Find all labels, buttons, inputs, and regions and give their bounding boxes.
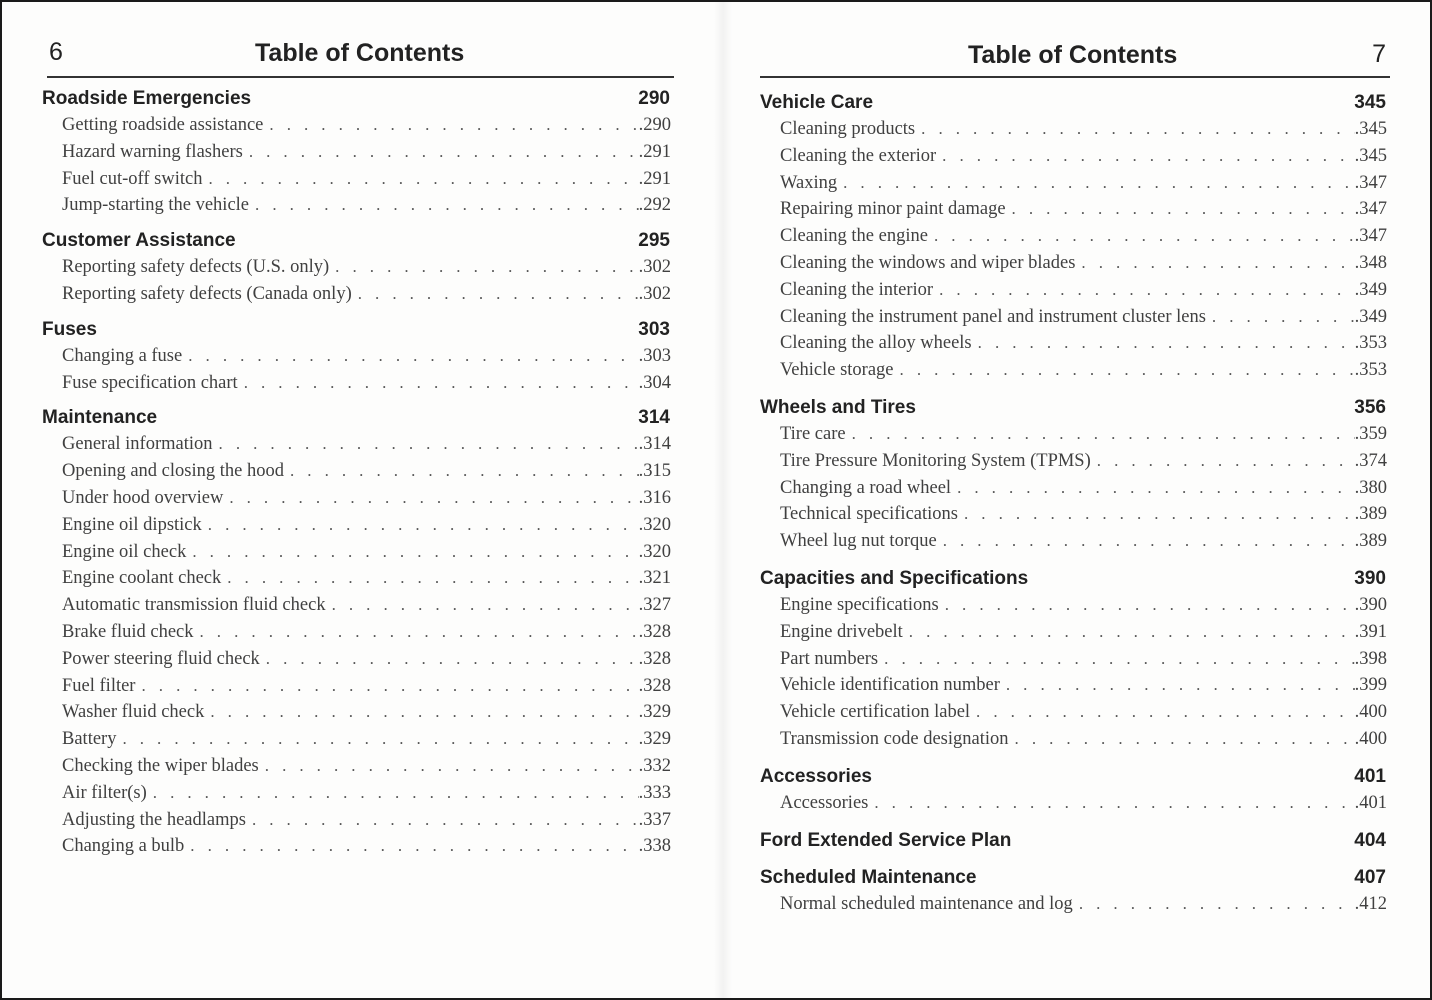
right-page: [760, 2, 1390, 998]
entry-label: Accessories: [780, 792, 869, 813]
dot-leader: [1006, 672, 1355, 699]
dot-leader: [141, 673, 638, 700]
toc-entry: [42, 807, 674, 834]
section-heading: [760, 90, 1390, 116]
entry-label: Fuel filter: [62, 675, 136, 696]
entry-page-number: .380: [1354, 477, 1387, 498]
entry-label: Tire Pressure Monitoring System (TPMS): [780, 450, 1091, 471]
toc-entry: [760, 619, 1390, 646]
entry-page-number: .359: [1354, 423, 1387, 444]
toc-section: [760, 566, 1390, 753]
dot-leader: [332, 592, 639, 619]
entry-page-number: .302: [638, 283, 671, 304]
dot-leader: [335, 254, 638, 281]
toc-entry: [760, 277, 1390, 304]
entry-label: Vehicle identification number: [780, 675, 1000, 696]
toc-entry: [760, 250, 1390, 277]
entry-page-number: .292: [638, 195, 671, 216]
dot-leader: [884, 646, 1354, 673]
dot-leader: [269, 112, 638, 139]
toc-entry: [760, 891, 1390, 918]
toc-entry: [760, 448, 1390, 475]
entry-label: Getting roadside assistance: [62, 115, 264, 135]
toc-entry: [42, 780, 674, 807]
toc-entry: [42, 592, 674, 619]
dot-leader: [219, 431, 639, 458]
right-toc: [760, 90, 1390, 917]
entry-label: Under hood overview: [62, 487, 224, 508]
toc-section: [760, 90, 1390, 384]
dot-leader: [192, 539, 638, 566]
toc-section: [760, 828, 1390, 854]
entry-label: Washer fluid check: [62, 702, 205, 723]
entry-label: Engine oil dipstick: [62, 514, 202, 535]
section-page-number: 407: [1354, 866, 1386, 888]
section-heading: [42, 86, 674, 112]
toc-entry: [42, 485, 674, 512]
dot-leader: [227, 565, 638, 592]
entry-page-number: .291: [638, 141, 671, 162]
entry-label: Cleaning the alloy wheels: [780, 333, 972, 354]
entry-page-number: .328: [638, 621, 671, 642]
toc-section: [760, 764, 1390, 817]
entry-page-number: .316: [638, 487, 671, 508]
dot-leader: [290, 458, 639, 485]
toc-entry: [42, 646, 674, 673]
toc-entry: [760, 357, 1390, 384]
entry-page-number: .391: [1354, 621, 1387, 642]
dot-leader: [249, 139, 639, 166]
entry-label: Changing a road wheel: [780, 477, 952, 498]
dot-leader: [255, 192, 639, 219]
toc-section: [760, 395, 1390, 555]
section-title: Ford Extended Service Plan: [760, 829, 1012, 851]
section-title: Capacities and Specifications: [760, 567, 1029, 589]
right-page-number: 7: [1372, 40, 1386, 68]
entry-page-number: .348: [1354, 252, 1387, 273]
left-page-number: 6: [49, 38, 63, 66]
entry-label: Power steering fluid check: [62, 648, 260, 669]
dot-leader: [909, 619, 1355, 646]
entry-label: Changing a bulb: [62, 836, 185, 857]
section-title: Fuses: [42, 318, 97, 340]
dot-leader: [976, 699, 1355, 726]
toc-entry: [42, 458, 674, 485]
toc-entry: [42, 431, 674, 458]
toc-entry: [760, 646, 1390, 673]
toc-entry: [760, 223, 1390, 250]
dot-leader: [122, 726, 638, 753]
entry-label: Technical specifications: [780, 504, 958, 525]
toc-entry: [42, 726, 674, 753]
toc-entry: [760, 116, 1390, 143]
entry-page-number: .320: [638, 514, 671, 535]
toc-entry: [42, 699, 674, 726]
section-title: Customer Assistance: [42, 230, 236, 252]
entry-page-number: .327: [638, 595, 671, 616]
dot-leader: [852, 421, 1355, 448]
entry-label: Engine drivebelt: [780, 621, 903, 642]
entry-label: Engine specifications: [780, 594, 939, 615]
entry-label: Battery: [62, 729, 117, 750]
entry-page-number: .333: [638, 782, 671, 803]
entry-page-number: .290: [638, 115, 671, 135]
entry-page-number: .315: [638, 461, 671, 482]
entry-page-number: .302: [638, 257, 671, 278]
entry-label: Jump-starting the vehicle: [62, 195, 250, 216]
entry-label: Fuel cut-off switch: [62, 168, 203, 189]
entry-page-number: .400: [1354, 728, 1387, 749]
dot-leader: [153, 780, 639, 807]
entry-page-number: .338: [638, 836, 671, 857]
toc-entry: [760, 330, 1390, 357]
toc-section: [42, 228, 674, 308]
dot-leader: [208, 512, 639, 539]
entry-page-number: .347: [1354, 226, 1387, 247]
dot-leader: [957, 475, 1355, 502]
entry-page-number: .349: [1354, 306, 1387, 327]
entry-page-number: .345: [1354, 119, 1387, 139]
toc-entry: [42, 753, 674, 780]
toc-entry: [760, 143, 1390, 170]
toc-entry: [760, 421, 1390, 448]
section-title: Maintenance: [42, 407, 158, 429]
entry-label: Cleaning products: [780, 119, 916, 139]
entry-page-number: .328: [638, 675, 671, 696]
entry-page-number: .321: [638, 568, 671, 589]
section-title: Vehicle Care: [760, 92, 874, 113]
dot-leader: [978, 330, 1355, 357]
entry-label: Tire care: [780, 423, 846, 444]
section-heading: [760, 395, 1390, 421]
entry-page-number: .400: [1354, 702, 1387, 723]
dot-leader: [939, 277, 1355, 304]
entry-label: Cleaning the interior: [780, 279, 934, 300]
dot-leader: [964, 501, 1355, 528]
toc-entry: [42, 833, 674, 860]
left-page-header: [47, 2, 674, 78]
entry-page-number: .353: [1354, 333, 1387, 354]
dot-leader: [921, 116, 1354, 143]
entry-page-number: .329: [638, 729, 671, 750]
toc-entry: [42, 673, 674, 700]
left-toc: [42, 86, 674, 860]
toc-entry: [760, 699, 1390, 726]
dot-leader: [1012, 196, 1355, 223]
dot-leader: [1015, 726, 1355, 753]
entry-page-number: .314: [638, 434, 671, 455]
toc-entry: [42, 254, 674, 281]
dot-leader: [200, 619, 639, 646]
page-gutter: [714, 2, 732, 998]
section-heading: [760, 865, 1390, 891]
section-page-number: 356: [1354, 396, 1386, 418]
dot-leader: [900, 357, 1355, 384]
entry-label: Wheel lug nut torque: [780, 531, 937, 552]
toc-entry: [42, 192, 674, 219]
toc-entry: [760, 501, 1390, 528]
section-page-number: 290: [638, 88, 670, 109]
entry-page-number: .389: [1354, 504, 1387, 525]
entry-label: General information: [62, 434, 213, 455]
dot-leader: [229, 485, 638, 512]
entry-page-number: .303: [638, 345, 671, 366]
dot-leader: [188, 343, 638, 370]
entry-page-number: .374: [1354, 450, 1387, 471]
section-page-number: 401: [1354, 765, 1386, 787]
toc-entry: [42, 343, 674, 370]
dot-leader: [190, 833, 638, 860]
toc-entry: [42, 112, 674, 139]
dot-leader: [1097, 448, 1355, 475]
dot-leader: [210, 699, 638, 726]
toc-entry: [42, 139, 674, 166]
entry-label: Checking the wiper blades: [62, 755, 259, 776]
toc-entry: [760, 528, 1390, 555]
section-heading: [42, 405, 674, 431]
entry-label: Vehicle storage: [780, 360, 894, 381]
entry-label: Adjusting the headlamps: [62, 809, 246, 830]
section-page-number: 295: [638, 230, 670, 252]
toc-section: [42, 405, 674, 860]
toc-entry: [760, 672, 1390, 699]
dot-leader: [934, 223, 1355, 250]
section-title: Scheduled Maintenance: [760, 866, 977, 888]
entry-page-number: .412: [1354, 893, 1387, 914]
entry-label: Waxing: [780, 172, 838, 193]
entry-page-number: .332: [638, 755, 671, 776]
section-page-number: 404: [1354, 829, 1386, 851]
entry-label: Opening and closing the hood: [62, 461, 284, 482]
dot-leader: [945, 592, 1355, 619]
entry-page-number: .389: [1354, 531, 1387, 552]
toc-section: [42, 86, 674, 219]
entry-label: Air filter(s): [62, 782, 147, 803]
entry-label: Vehicle certification label: [780, 702, 971, 723]
dot-leader: [1081, 250, 1354, 277]
entry-page-number: .347: [1354, 172, 1387, 193]
left-page-title: Table of Contents: [255, 39, 465, 67]
entry-label: Fuse specification chart: [62, 372, 238, 393]
entry-label: Repairing minor paint damage: [780, 199, 1006, 220]
section-heading: [760, 566, 1390, 592]
entry-label: Normal scheduled maintenance and log: [780, 893, 1073, 914]
dot-leader: [843, 170, 1355, 197]
toc-entry: [760, 790, 1390, 817]
dot-leader: [265, 753, 639, 780]
dot-leader: [266, 646, 639, 673]
entry-page-number: .328: [638, 648, 671, 669]
dot-leader: [874, 790, 1354, 817]
dot-leader: [942, 143, 1354, 170]
entry-label: Cleaning the instrument panel and instrument cluster lens: [780, 306, 1206, 327]
entry-label: Reporting safety defects (U.S. only): [62, 257, 330, 278]
toc-entry: [42, 539, 674, 566]
toc-entry: [760, 196, 1390, 223]
section-page-number: 314: [638, 407, 670, 429]
entry-label: Brake fluid check: [62, 621, 194, 642]
toc-entry: [42, 619, 674, 646]
entry-page-number: .337: [638, 809, 671, 830]
section-page-number: 345: [1354, 92, 1386, 113]
entry-label: Reporting safety defects (Canada only): [62, 283, 352, 304]
entry-page-number: .398: [1354, 648, 1387, 669]
entry-page-number: .347: [1354, 199, 1387, 220]
section-heading: [42, 228, 674, 254]
section-heading: [760, 764, 1390, 790]
section-title: Accessories: [760, 765, 872, 787]
dot-leader: [358, 281, 639, 308]
toc-section: [760, 865, 1390, 918]
toc-entry: [760, 726, 1390, 753]
entry-page-number: .390: [1354, 594, 1387, 615]
toc-entry: [760, 592, 1390, 619]
entry-label: Changing a fuse: [62, 345, 183, 366]
entry-page-number: .401: [1354, 792, 1387, 813]
toc-entry: [760, 170, 1390, 197]
dot-leader: [1079, 891, 1355, 918]
entry-label: Engine oil check: [62, 541, 187, 562]
toc-entry: [42, 512, 674, 539]
dot-leader: [244, 370, 639, 397]
dot-leader: [208, 166, 638, 193]
dot-leader: [1212, 304, 1355, 331]
entry-page-number: .399: [1354, 675, 1387, 696]
toc-entry: [760, 475, 1390, 502]
toc-entry: [760, 304, 1390, 331]
entry-page-number: .353: [1354, 360, 1387, 381]
toc-section: [42, 317, 674, 397]
entry-label: Hazard warning flashers: [62, 141, 243, 162]
toc-entry: [42, 370, 674, 397]
entry-label: Engine coolant check: [62, 568, 222, 589]
entry-page-number: .320: [638, 541, 671, 562]
dot-leader: [943, 528, 1355, 555]
entry-label: Part numbers: [780, 648, 879, 669]
left-page: [42, 2, 674, 998]
right-page-title: Table of Contents: [968, 41, 1178, 69]
section-title: Roadside Emergencies: [42, 88, 252, 109]
entry-page-number: .349: [1354, 279, 1387, 300]
toc-entry: [42, 281, 674, 308]
toc-entry: [42, 565, 674, 592]
section-heading: [42, 317, 674, 343]
section-title: Wheels and Tires: [760, 396, 916, 418]
section-page-number: 303: [638, 318, 670, 340]
entry-label: Automatic transmission fluid check: [62, 595, 326, 616]
entry-page-number: .291: [638, 168, 671, 189]
entry-page-number: .345: [1354, 145, 1387, 166]
right-page-header: [760, 2, 1390, 78]
entry-label: Transmission code designation: [780, 728, 1009, 749]
section-heading: [760, 828, 1390, 854]
toc-entry: [42, 166, 674, 193]
entry-label: Cleaning the windows and wiper blades: [780, 252, 1076, 273]
section-page-number: 390: [1354, 567, 1386, 589]
entry-page-number: .304: [638, 372, 671, 393]
entry-label: Cleaning the engine: [780, 226, 928, 247]
entry-page-number: .329: [638, 702, 671, 723]
dot-leader: [252, 807, 639, 834]
entry-label: Cleaning the exterior: [780, 145, 937, 166]
